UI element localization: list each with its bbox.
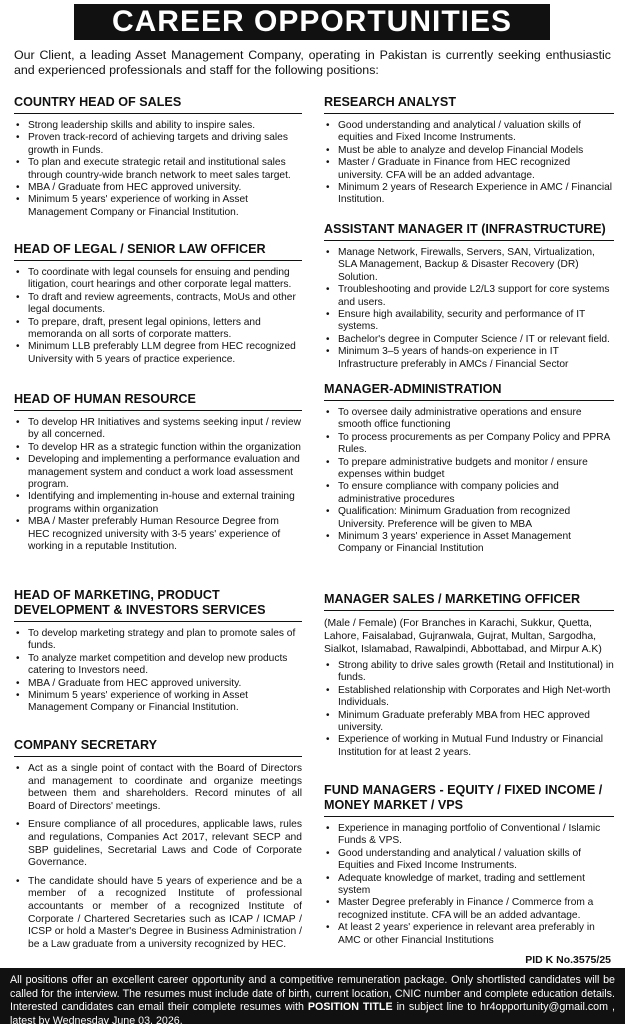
requirement-list [14, 417, 302, 553]
requirement-item: • To draft and review agreements, contracts, MoUs and other legal documents. [14, 292, 302, 317]
requirement-item: • To coordinate with legal counsels for ensuing and pending litigation, court hearings and other corporate legal matters. [14, 267, 302, 292]
job-section [14, 92, 302, 219]
job-title: COUNTRY HEAD OF SALES [14, 92, 302, 114]
requirement-item: • To plan and execute strategic retail and institutional sales through country-wide branch network to meet sales target. [14, 157, 302, 182]
requirement-item: • Minimum 3–5 years of hands-on experience in IT Infrastructure preferably in AMCs / Financial Sector [324, 346, 614, 371]
requirement-item: • To ensure compliance with company policies and administrative procedures [324, 481, 614, 506]
requirement-item: • Strong leadership skills and ability to inspire sales. [14, 120, 302, 132]
requirement-item: • At least 2 years' experience in relevant area preferably in AMC or other Financial Institutions [324, 922, 614, 947]
requirement-item: • Experience in managing portfolio of Conventional / Islamic Funds & VPS. [324, 823, 614, 848]
requirement-item: • MBA / Graduate from HEC approved university. [14, 182, 302, 194]
requirement-item: • Minimum 3 years' experience in Asset Management Company or Financial Institution [324, 531, 614, 556]
pid-number: PID K No.3575/25 [525, 954, 611, 966]
requirement-item: • Must be able to analyze and develop Financial Models [324, 145, 614, 157]
requirement-item: • Developing and implementing a performance evaluation and management system and conduct a work load assessment program. [14, 454, 302, 491]
footer-text-end: in subject line to hr4opportunity@gmail.com , latest by Wednesday June 03, 2026. [10, 1001, 615, 1027]
job-section [324, 780, 614, 947]
job-section [324, 379, 614, 556]
requirement-item: • Established relationship with Corporates and High Net-worth Individuals. [324, 685, 614, 710]
requirement-item: • Minimum 5 years' experience of working in Asset Management Company or Financial Institution. [14, 690, 302, 715]
job-section [14, 735, 302, 957]
footer-notice [0, 968, 625, 1027]
requirement-item: • The candidate should have 5 years of experience and be a member of a recognized Institute of professional accountants or member of a recognized Institute of Corporate / Chartered Secretaries such as ICAP / ICMAP / ICSP or hold a Master's Degree in Business Administration / be a Law graduate from a university recognized by HEC. [14, 876, 302, 952]
footer-emphasis: POSITION TITLE [307, 1001, 393, 1013]
intro-paragraph: Our Client, a leading Asset Management Company, operating in Pakistan is currently seeking enthusiastic and experienced professionals and staff for the following positions: [14, 48, 611, 77]
requirement-item: • Good understanding and analytical / valuation skills of equities and Fixed Income Instruments. [324, 120, 614, 145]
requirement-list [324, 407, 614, 556]
requirement-item: • To oversee daily administrative operations and ensure smooth office functioning [324, 407, 614, 432]
requirement-item: • To develop HR Initiatives and systems seeking input / review by all concerned. [14, 417, 302, 442]
job-title: ASSISTANT MANAGER IT (INFRASTRUCTURE) [324, 219, 614, 241]
requirement-item: • To prepare administrative budgets and monitor / ensure expenses within budget [324, 457, 614, 482]
job-section [14, 389, 302, 553]
requirement-list [14, 120, 302, 219]
job-title: HEAD OF HUMAN RESOURCE [14, 389, 302, 411]
requirement-item: • Troubleshooting and provide L2/L3 support for core systems and users. [324, 284, 614, 309]
job-title: RESEARCH ANALYST [324, 92, 614, 114]
requirement-item: • Minimum LLB preferably LLM degree from HEC recognized University with 5 years of practice experience. [14, 341, 302, 366]
job-title: FUND MANAGERS - EQUITY / FIXED INCOME / MONEY MARKET / VPS [324, 780, 614, 817]
page-title: CAREER OPPORTUNITIES [74, 4, 550, 40]
requirement-item: • Good understanding and analytical / valuation skills of Equities and Fixed Income Instruments. [324, 848, 614, 873]
requirement-item: • MBA / Master preferably Human Resource Degree from HEC recognized university with 3-5 years' experience of working in a reputable Institution. [14, 516, 302, 553]
requirement-item: • Proven track-record of achieving targets and driving sales growth in Funds. [14, 132, 302, 157]
requirement-item: • Adequate knowledge of market, trading and settlement system [324, 873, 614, 898]
requirement-list [14, 763, 302, 951]
job-section [14, 585, 302, 715]
requirement-item: • To develop marketing strategy and plan to promote sales of funds. [14, 628, 302, 653]
requirement-item: • Ensure high availability, security and performance of IT systems. [324, 309, 614, 334]
requirement-list [324, 247, 614, 371]
job-title: COMPANY SECRETARY [14, 735, 302, 757]
requirement-item: • To develop HR as a strategic function within the organization [14, 442, 302, 454]
job-section [324, 92, 614, 207]
requirement-item: • Strong ability to drive sales growth (Retail and Institutional) in funds. [324, 660, 614, 685]
requirement-list [324, 660, 614, 759]
requirement-item: • To process procurements as per Company Policy and PPRA Rules. [324, 432, 614, 457]
requirement-item: • Master / Graduate in Finance from HEC recognized university. CFA will be an added advantage. [324, 157, 614, 182]
job-section [324, 589, 614, 759]
footer-text: All positions offer an excellent career opportunity and a competitive remuneration package. Only shortlisted candidates will be called for the interview. The resumes must include date of birth, current location, CNIC number and complete education details. Interested candidates can email their complete resumes with [10, 974, 615, 1013]
requirement-item: • Ensure compliance of all procedures, applicable laws, rules and regulations, Companies Act 2017, relevant SECP and SBP guidelines, Secretarial Laws and Code of Corporate Governance. [14, 819, 302, 869]
job-section [14, 239, 302, 366]
requirement-list [324, 823, 614, 947]
job-section [324, 219, 614, 371]
requirement-item: • Bachelor's degree in Computer Science / IT or relevant field. [324, 334, 614, 346]
requirement-item: • To analyze market competition and develop new products catering to Investors need. [14, 653, 302, 678]
requirement-item: • Master Degree preferably in Finance / Commerce from a recognized institute. CFA will be an added advantage. [324, 897, 614, 922]
job-title: HEAD OF MARKETING, PRODUCT DEVELOPMENT & INVESTORS SERVICES [14, 585, 302, 622]
requirement-item: • Minimum Graduate preferably MBA from HEC approved university. [324, 710, 614, 735]
job-title: HEAD OF LEGAL / SENIOR LAW OFFICER [14, 239, 302, 261]
requirement-item: • Experience of working in Mutual Fund Industry or Financial Institution for at least 2 years. [324, 734, 614, 759]
requirement-item: • Identifying and implementing in-house and external training programs within organization [14, 491, 302, 516]
job-title: MANAGER SALES / MARKETING OFFICER [324, 589, 614, 611]
requirement-item: • Minimum 2 years of Research Experience in AMC / Financial Institution. [324, 182, 614, 207]
requirement-list [324, 120, 614, 207]
job-title: MANAGER-ADMINISTRATION [324, 379, 614, 401]
requirement-item: • Qualification: Minimum Graduation from recognized University. Preference will be given to MBA [324, 506, 614, 531]
job-subtitle: (Male / Female) (For Branches in Karachi, Sukkur, Quetta, Lahore, Faisalabad, Gujranwala, Gujrat, Multan, Sargodha, Sialkot, Islamabad, Rawalpindi, Abbottabad, and Mirpur A.K) [324, 618, 602, 655]
requirement-item: • To prepare, draft, present legal opinions, letters and memoranda on all sorts of corporate matters. [14, 317, 302, 342]
requirement-item: • Act as a single point of contact with the Board of Directors and management to coordinate and organize meetings between them and shareholders. Record minutes of all Board of Directors' meetings. [14, 763, 302, 813]
requirement-item: • Minimum 5 years' experience of working in Asset Management Company or Financial Institution. [14, 194, 302, 219]
requirement-list [14, 628, 302, 715]
requirement-item: • MBA / Graduate from HEC approved university. [14, 678, 302, 690]
requirement-list [14, 267, 302, 366]
requirement-item: • Manage Network, Firewalls, Servers, SAN, Virtualization, SLA Management, Backup & Disaster Recovery (DR) Solution. [324, 247, 614, 284]
